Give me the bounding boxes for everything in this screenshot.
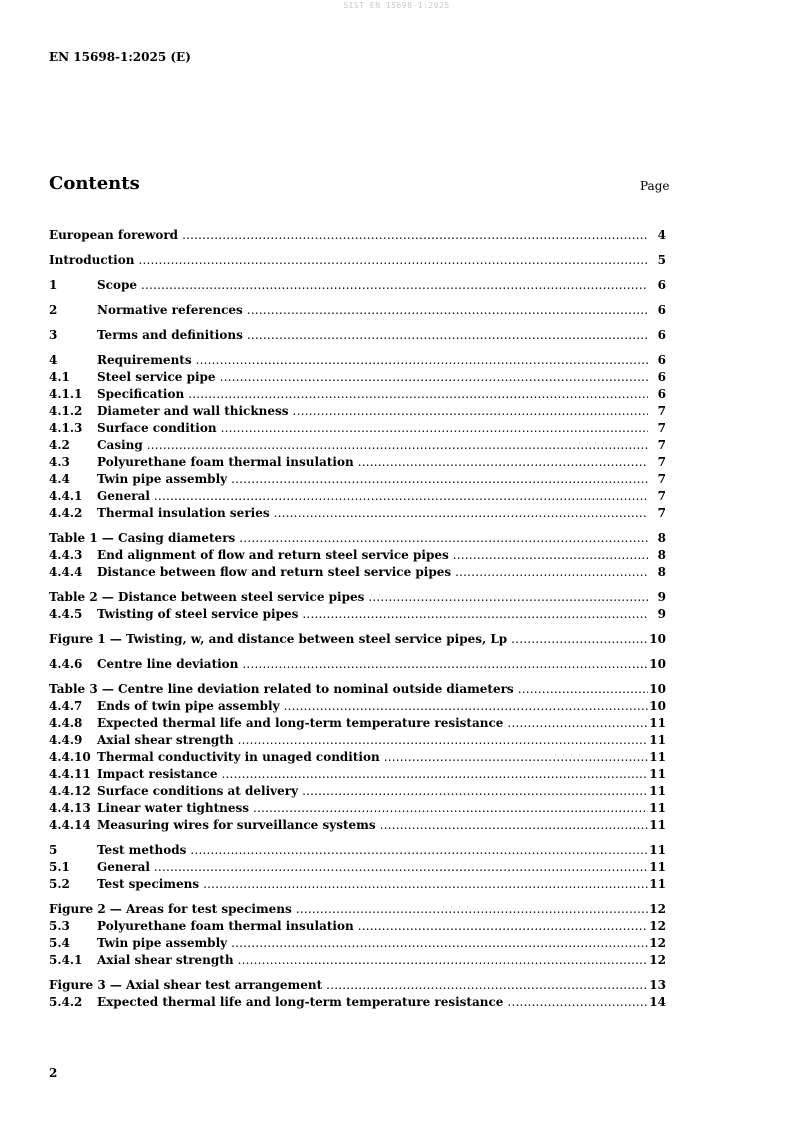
toc-entry[interactable] — [49, 783, 666, 800]
page-column-label: Page — [640, 179, 670, 193]
toc-entry-page: 7 — [648, 488, 666, 505]
toc-entry-number: 4.4.2 — [49, 506, 83, 520]
toc-entry-title: Specification — [97, 387, 185, 401]
toc-entry[interactable] — [49, 530, 666, 547]
toc-entry-title: Twin pipe assembly — [97, 472, 228, 486]
toc-entry[interactable] — [49, 386, 666, 403]
toc-entry[interactable] — [49, 918, 666, 935]
toc-entry-page: 10 — [649, 699, 666, 713]
toc-entry-title: European foreword — [49, 228, 179, 242]
toc-entry-page: 7 — [648, 454, 666, 471]
toc-entry-number: 4.2 — [49, 438, 70, 452]
toc-entry[interactable] — [49, 977, 666, 994]
toc-entry[interactable] — [49, 564, 666, 581]
toc-entry-page: 9 — [648, 589, 666, 606]
toc-entry-page: 7 — [648, 420, 666, 437]
toc-entry-title: Axial shear strength — [97, 733, 234, 747]
toc-entry-title: Distance between flow and return steel service pipes — [97, 565, 452, 579]
toc-entry-number: 4.4.3 — [49, 548, 83, 562]
toc-entry-title: Polyurethane foam thermal insulation — [97, 919, 354, 933]
toc-entry[interactable] — [49, 631, 666, 648]
toc-entry-number: 4.4.5 — [49, 607, 83, 621]
toc-entry-number: 5.2 — [49, 877, 70, 891]
toc-entry-number: 2 — [49, 303, 58, 317]
page-number: 2 — [49, 1066, 58, 1080]
toc-entry-page: 11 — [649, 877, 666, 891]
toc-entry-title: Table 1 — Casing diameters — [49, 531, 236, 545]
toc-entry-page: 11 — [649, 716, 666, 730]
toc-entry-number: 4.3 — [49, 455, 70, 469]
toc-entry-title: Measuring wires for surveillance systems — [97, 818, 376, 832]
toc-entry-page: 8 — [648, 547, 666, 564]
toc-entry-number: 4.4.11 — [49, 767, 91, 781]
toc-entry-title: Test specimens — [97, 877, 200, 891]
toc-entry[interactable] — [49, 732, 666, 749]
toc-entry[interactable] — [49, 766, 666, 783]
toc-entry-page: 6 — [648, 277, 666, 294]
toc-entry-title: Thermal insulation series — [97, 506, 270, 520]
toc-entry-number: 5.4.1 — [49, 953, 83, 967]
toc-entry-number: 3 — [49, 328, 58, 342]
toc-entry[interactable] — [49, 488, 666, 505]
toc-entry-page: 6 — [648, 386, 666, 403]
toc-entry[interactable] — [49, 589, 666, 606]
toc-entry[interactable] — [49, 876, 666, 893]
toc-entry-page: 7 — [648, 471, 666, 488]
toc-entry-page: 11 — [649, 801, 666, 815]
toc-entry-number: 4.4.10 — [49, 750, 91, 764]
toc-entry-page: 12 — [649, 936, 666, 950]
toc-entry-number: 4.4 — [49, 472, 70, 486]
toc-entry-page: 8 — [648, 564, 666, 581]
toc-entry[interactable] — [49, 698, 666, 715]
toc-entry-number: 4.1.1 — [49, 387, 83, 401]
toc-entry[interactable] — [49, 227, 666, 244]
toc-entry-number: 4.1.3 — [49, 421, 83, 435]
toc-entry-page: 10 — [649, 632, 666, 646]
toc-entry-title: Requirements — [97, 353, 192, 367]
toc-entry-page: 5 — [648, 252, 666, 269]
contents-title: Contents — [49, 173, 140, 194]
toc-entry-page: 13 — [649, 978, 666, 992]
toc-entry-title: Introduction — [49, 253, 135, 267]
toc-entry-title: Axial shear strength — [97, 953, 234, 967]
toc-entry-title: Impact resistance — [97, 767, 218, 781]
toc-entry[interactable] — [49, 859, 666, 876]
toc-entry[interactable] — [49, 302, 666, 319]
toc-entry-title: End alignment of flow and return steel service pipes — [97, 548, 449, 562]
toc-entry-title: Figure 2 — Areas for test specimens — [49, 902, 292, 916]
toc-entry-page: 11 — [649, 784, 666, 798]
toc-entry-title: Figure 3 — Axial shear test arrangement — [49, 978, 323, 992]
toc-entry-page: 10 — [649, 682, 666, 696]
toc-entry-title: Terms and definitions — [97, 328, 243, 342]
document-id: EN 15698-1:2025 (E) — [49, 50, 191, 64]
toc-entry-title: Scope — [97, 278, 138, 292]
toc-entry-page: 6 — [648, 327, 666, 344]
toc-entry[interactable] — [49, 817, 666, 834]
toc-entry-number: 5.4 — [49, 936, 70, 950]
toc-entry[interactable] — [49, 369, 666, 386]
toc-entry-number: 5.1 — [49, 860, 70, 874]
toc-entry[interactable] — [49, 403, 666, 420]
toc-entry-title: Figure 1 — Twisting, w, and distance between steel service pipes, Lp — [49, 632, 508, 646]
toc-entry-title: Linear water tightness — [97, 801, 250, 815]
toc-entry-page: 11 — [649, 767, 666, 781]
toc-entry-title: Diameter and wall thickness — [97, 404, 289, 418]
toc-entry-number: 4.4.6 — [49, 657, 83, 671]
toc-entry-page: 6 — [648, 369, 666, 386]
toc-entry[interactable] — [49, 471, 666, 488]
toc-entry-title: Ends of twin pipe assembly — [97, 699, 280, 713]
toc-entry[interactable] — [49, 327, 666, 344]
toc-entry-number: 4.1.2 — [49, 404, 83, 418]
toc-entry-title: Thermal conductivity in unaged condition — [97, 750, 380, 764]
toc-entry-page: 11 — [649, 818, 666, 832]
toc-entry-page: 14 — [649, 995, 666, 1009]
toc-entry-page: 11 — [649, 750, 666, 764]
toc-entry-page: 11 — [649, 843, 666, 857]
toc-entry-title: Expected thermal life and long-term temperature resistance — [97, 995, 504, 1009]
toc-entry-page: 10 — [649, 657, 666, 671]
toc-entry-title: Polyurethane foam thermal insulation — [97, 455, 354, 469]
toc-entry-page: 7 — [648, 505, 666, 522]
toc-entry-page: 9 — [648, 606, 666, 623]
toc-entry[interactable] — [49, 352, 666, 369]
toc-entry-number: 4.4.8 — [49, 716, 83, 730]
toc-entry-page: 12 — [649, 953, 666, 967]
toc-entry-number: 5 — [49, 843, 58, 857]
toc-entry-number: 4.1 — [49, 370, 70, 384]
toc-entry-number: 4.4.14 — [49, 818, 91, 832]
toc-entry-page: 11 — [649, 733, 666, 747]
toc-entry-title: Surface condition — [97, 421, 217, 435]
toc-entry[interactable] — [49, 252, 666, 269]
toc-entry-title: Twin pipe assembly — [97, 936, 228, 950]
toc-entry-page: 12 — [649, 919, 666, 933]
toc-entry[interactable] — [49, 437, 666, 454]
toc-entry-number: 1 — [49, 278, 58, 292]
toc-entry-title: Twisting of steel service pipes — [97, 607, 299, 621]
toc-entry-title: Casing — [97, 438, 143, 452]
toc-entry-page: 8 — [648, 530, 666, 547]
toc-entry-page: 4 — [648, 227, 666, 244]
toc-entry[interactable] — [49, 277, 666, 294]
toc-entry-number: 4.4.9 — [49, 733, 83, 747]
table-of-contents — [49, 227, 666, 1011]
toc-entry-page: 7 — [648, 403, 666, 420]
toc-entry-title: Steel service pipe — [97, 370, 216, 384]
toc-entry[interactable] — [49, 749, 666, 766]
toc-entry-page: 6 — [648, 352, 666, 369]
toc-entry-number: 4.4.12 — [49, 784, 91, 798]
toc-entry-number: 4.4.1 — [49, 489, 83, 503]
toc-entry[interactable] — [49, 800, 666, 817]
toc-entry-number: 4.4.7 — [49, 699, 83, 713]
toc-entry[interactable] — [49, 842, 666, 859]
toc-entry-title: General — [97, 860, 150, 874]
toc-entry-page: 6 — [648, 302, 666, 319]
toc-entry[interactable] — [49, 505, 666, 522]
toc-entry-number: 5.3 — [49, 919, 70, 933]
toc-entry-title: Centre line deviation — [97, 657, 239, 671]
toc-entry[interactable] — [49, 994, 666, 1011]
watermark: SIST EN 15698-1:2025 — [343, 1, 450, 10]
toc-entry-number: 5.4.2 — [49, 995, 83, 1009]
toc-entry[interactable] — [49, 901, 666, 918]
toc-entry[interactable] — [49, 454, 666, 471]
toc-entry[interactable] — [49, 715, 666, 732]
toc-entry-number: 4 — [49, 353, 58, 367]
toc-entry-title: Normative references — [97, 303, 243, 317]
toc-entry[interactable] — [49, 656, 666, 673]
toc-entry[interactable] — [49, 420, 666, 437]
toc-entry-title: Table 3 — Centre line deviation related to nominal outside diameters — [49, 682, 514, 696]
toc-entry-number: 4.4.13 — [49, 801, 91, 815]
toc-entry-title: Surface conditions at delivery — [97, 784, 299, 798]
toc-entry-page: 11 — [649, 860, 666, 874]
toc-entry[interactable] — [49, 547, 666, 564]
toc-entry[interactable] — [49, 681, 666, 698]
toc-entry-title: Test methods — [97, 843, 187, 857]
toc-entry[interactable] — [49, 606, 666, 623]
toc-entry[interactable] — [49, 952, 666, 969]
toc-entry[interactable] — [49, 935, 666, 952]
toc-entry-page: 12 — [649, 902, 666, 916]
toc-entry-page: 7 — [648, 437, 666, 454]
toc-entry-title: General — [97, 489, 150, 503]
toc-entry-title: Expected thermal life and long-term temperature resistance — [97, 716, 504, 730]
toc-entry-number: 4.4.4 — [49, 565, 83, 579]
toc-entry-title: Table 2 — Distance between steel service pipes — [49, 590, 365, 604]
